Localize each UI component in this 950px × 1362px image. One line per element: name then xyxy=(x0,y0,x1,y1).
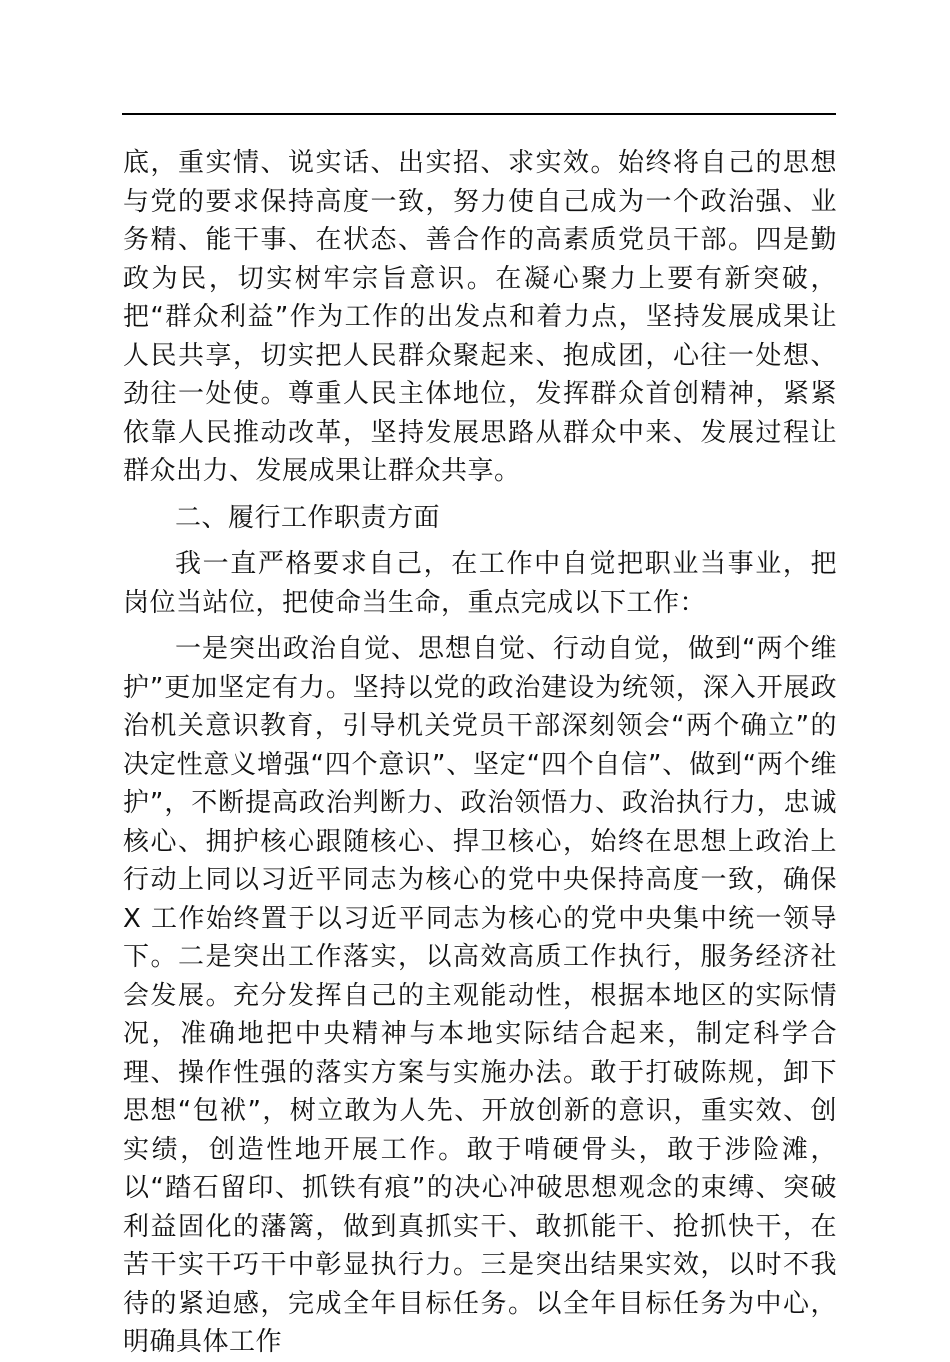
document-body xyxy=(123,144,837,1362)
section-heading: 二、履行工作职责方面 xyxy=(175,502,441,533)
paragraph-continuation: 底，重实情、说实话、出实招、求实效。始终将自己的思想与党的要求保持高度一致，努力使自己成为一个政治强、业务精、能干事、在状态、善合作的高素质党员干部。四是勤政为民，切实树牢宗旨意识。在凝心聚力上要有新突破，把“群众利益”作为工作的出发点和着力点，坚持发展成果让人民共享，切实把人民群众聚起来、抱成团，心往一处想、劲往一处使。尊重人民主体地位，发挥群众首创精神，紧紧依靠人民推动改革，坚持发展思路从群众中来、发展过程让群众出力、发展成果让群众共享。 xyxy=(123,148,837,486)
paragraph-details: 一是突出政治自觉、思想自觉、行动自觉，做到“两个维护”更加坚定有力。坚持以党的政治建设为统领，深入开展政治机关意识教育，引导机关党员干部深刻领会“两个确立”的决定性意义增强“四个意识”、坚定“四个自信”、做到“两个维护”，不断提高政治判断力、政治领悟力、政治执行力，忠诚核心、拥护核心跟随核心、捍卫核心，始终在思想上政治上行动上同以习近平同志为核心的党中央保持高度一致，确保 X 工作始终置于以习近平同志为核心的党中央集中统一领导下。二是突出工作落实，以高效高质工作执行，服务经济社会发展。充分发挥自己的主观能动性，根据本地区的实际情况，准确地把中央精神与本地实际结合起来，制定科学合理、操作性强的落实方案与实施办法。敢于打破陈规，卸下思想“包袱”，树立敢为人先、开放创新的意识，重实效、创实绩，创造性地开展工作。敢于啃硬骨头，敢于涉险滩，以“踏石留印、抓铁有痕”的决心冲破思想观念的束缚、突破利益固化的藩篱，做到真抓实干、敢抓能干、抢抓快干，在苦干实干巧干中彰显执行力。三是突出结果实效，以时不我待的紧迫感，完成全年目标任务。以全年目标任务为中心，明确具体工作 xyxy=(123,634,837,1357)
paragraph-intro: 我一直严格要求自己，在工作中自觉把职业当事业，把岗位当站位，把使命当生命，重点完成以下工作： xyxy=(123,549,837,618)
header-rule xyxy=(122,113,836,115)
